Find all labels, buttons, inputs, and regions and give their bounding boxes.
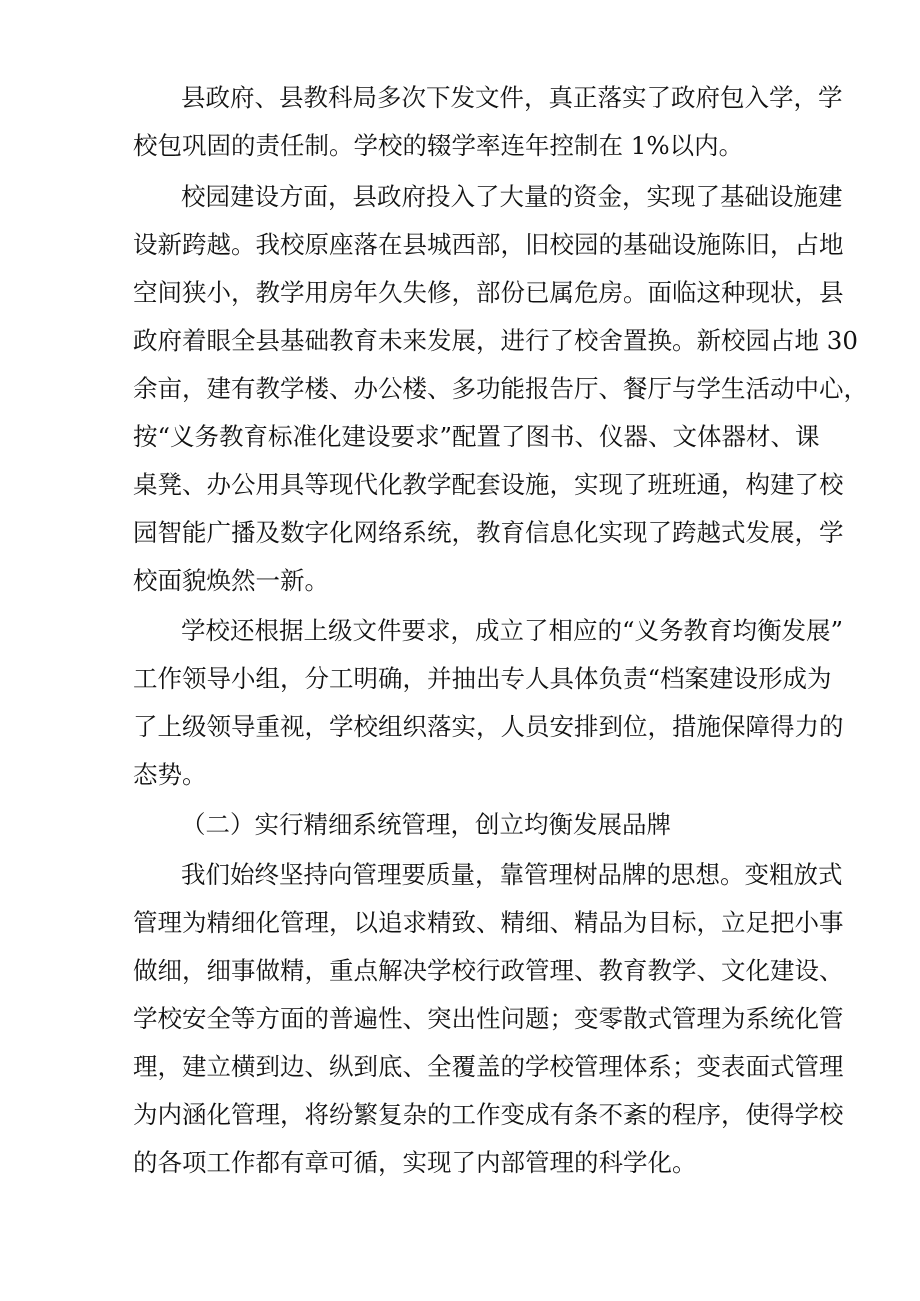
- para-3-line-1: 学校还根据上级文件要求，成立了相应的“义务教育均衡发展”: [181, 616, 844, 645]
- para-4-line-3: 做细，细事做精，重点解决学校行政管理、教育教学、文化建设、: [133, 956, 844, 985]
- para-1-line-2: 校包巩固的责任制。学校的辍学率连年控制在 1%以内。: [133, 131, 744, 160]
- para-4-line-6: 为内涵化管理，将纷繁复杂的工作变成有条不紊的程序，使得学校: [133, 1100, 844, 1129]
- para-1-line-1: 县政府、县教科局多次下发文件，真正落实了政府包入学，学: [181, 83, 843, 112]
- para-2-line-4: 政府着眼全县基础教育未来发展，进行了校舍置换。新校园占地 30: [133, 326, 858, 355]
- para-2-line-5: 余亩，建有教学楼、办公楼、多功能报告厅、餐厅与学生活动中心，: [133, 374, 868, 403]
- para-4-line-7: 的各项工作都有章可循，实现了内部管理的科学化。: [133, 1148, 697, 1177]
- para-2-line-9: 校面貌焕然一新。: [133, 566, 329, 595]
- para-4-line-1: 我们始终坚持向管理要质量，靠管理树品牌的思想。变粗放式: [181, 860, 843, 889]
- para-4-line-4: 学校安全等方面的普遍性、突出性问题；变零散式管理为系统化管: [133, 1004, 844, 1033]
- para-2-line-3: 空间狭小，教学用房年久失修，部份已属危房。面临这种现状，县: [133, 278, 844, 307]
- section-heading: （二）实行精细系统管理，创立均衡发展品牌: [181, 810, 671, 839]
- para-3-line-2: 工作领导小组，分工明确，并抽出专人具体负责“档案建设形成为: [133, 664, 832, 693]
- para-4-line-5: 理，建立横到边、纵到底、全覆盖的学校管理体系；变表面式管理: [133, 1052, 844, 1081]
- para-3-line-4: 态势。: [133, 760, 207, 789]
- para-2-line-6: 按“义务教育标准化建设要求”配置了图书、仪器、文体器材、课: [133, 422, 820, 451]
- para-2-line-8: 园智能广播及数字化网络系统，教育信息化实现了跨越式发展，学: [133, 518, 844, 547]
- para-2-line-7: 桌凳、办公用具等现代化教学配套设施，实现了班班通，构建了校: [133, 470, 844, 499]
- para-3-line-3: 了上级领导重视，学校组织落实，人员安排到位，措施保障得力的: [133, 712, 844, 741]
- para-4-line-2: 管理为精细化管理，以追求精致、精细、精品为目标，立足把小事: [133, 908, 844, 937]
- para-2-line-2: 设新跨越。我校原座落在县城西部，旧校园的基础设施陈旧，占地: [133, 230, 844, 259]
- para-2-line-1: 校园建设方面，县政府投入了大量的资金，实现了基础设施建: [181, 182, 843, 211]
